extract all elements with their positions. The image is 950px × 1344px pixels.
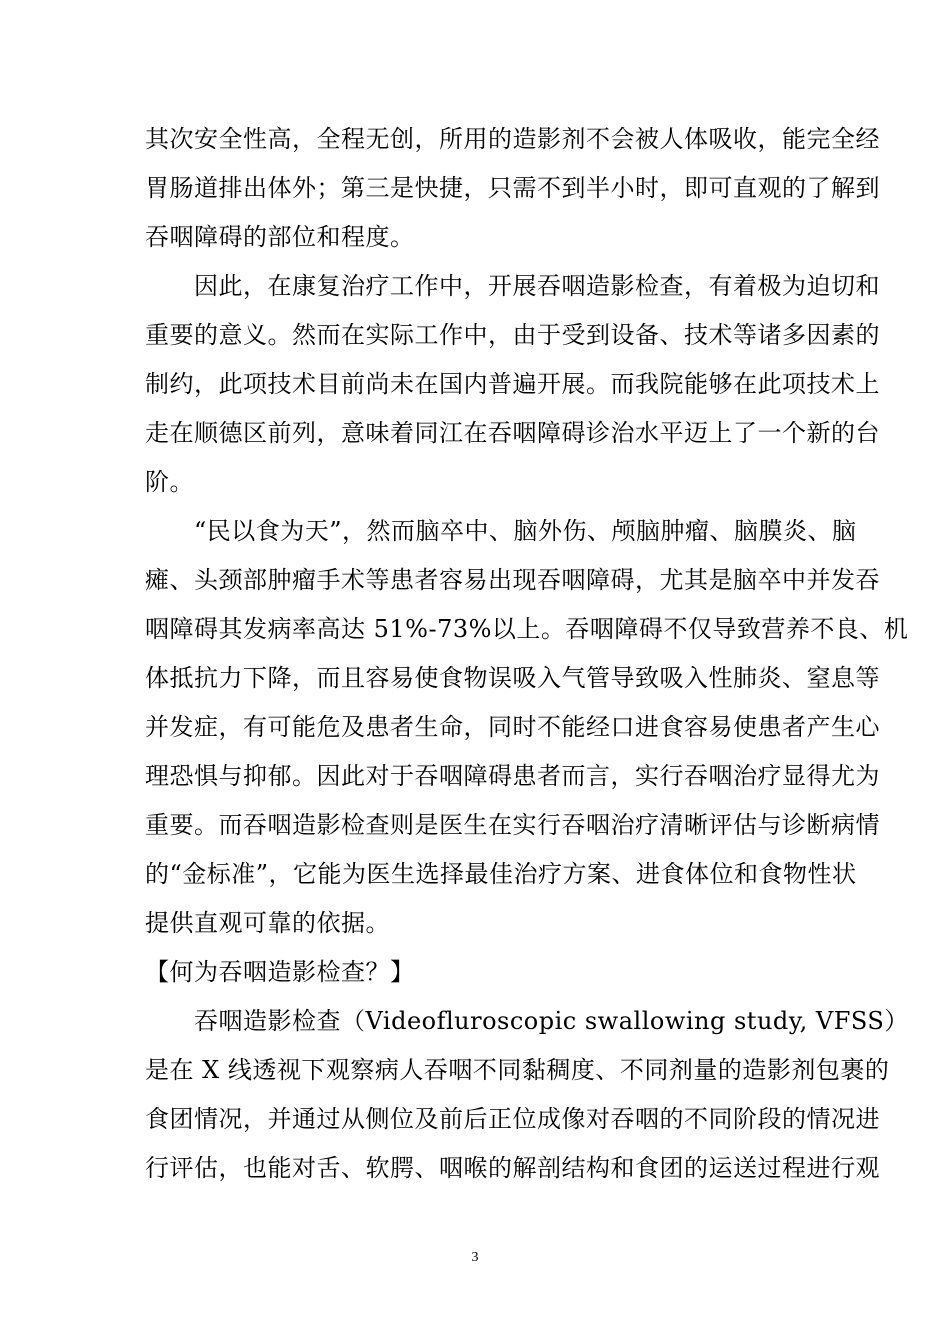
text-line: 食团情况，并通过从侧位及前后正位成像对吞咽的不同阶段的情况进	[145, 1105, 880, 1133]
text-line: 并发症，有可能危及患者生命，同时不能经口进食容易使患者产生心	[145, 713, 880, 741]
text-line: 重要的意义。然而在实际工作中，由于受到设备、技术等诸多因素的	[145, 321, 880, 349]
text-line: 走在顺德区前列，意味着同江在吞咽障碍诊治水平迈上了一个新的台	[145, 419, 880, 447]
text-line: 吞咽造影检查（Videofluroscopic swallowing study, VFSS）	[145, 1007, 909, 1035]
text-line: “民以食为天”，然而脑卒中、脑外伤、颅脑肿瘤、脑膜炎、脑	[145, 517, 857, 545]
section-heading: 【何为吞咽造影检查？】	[145, 958, 415, 986]
text-line: 因此，在康复治疗工作中，开展吞咽造影检查，有着极为迫切和	[145, 272, 880, 300]
text-line: 胃肠道排出体外；第三是快捷，只需不到半小时，即可直观的了解到	[145, 174, 880, 202]
text-line: 提供直观可靠的依据。	[145, 909, 390, 937]
text-line: 咽障碍其发病率高达 51%-73%以上。吞咽障碍不仅导致营养不良、机	[145, 615, 909, 643]
text-line: 行评估，也能对舌、软腭、咽喉的解剖结构和食团的运送过程进行观	[145, 1154, 880, 1182]
text-line: 制约，此项技术目前尚未在国内普遍开展。而我院能够在此项技术上	[145, 370, 880, 398]
text-line: 吞咽障碍的部位和程度。	[145, 223, 415, 251]
text-line: 体抵抗力下降，而且容易使食物误吸入气管导致吸入性肺炎、窒息等	[145, 664, 880, 692]
text-line: 重要。而吞咽造影检查则是医生在实行吞咽治疗清晰评估与诊断病情	[145, 811, 880, 839]
text-line: 其次安全性高，全程无创，所用的造影剂不会被人体吸收，能完全经	[145, 125, 880, 153]
page-number: 3	[471, 1250, 479, 1265]
text-line: 瘫、头颈部肿瘤手术等患者容易出现吞咽障碍，尤其是脑卒中并发吞	[145, 566, 880, 594]
text-line: 的“金标准”，它能为医生选择最佳治疗方案、进食体位和食物性状	[145, 860, 857, 888]
text-line: 是在 X 线透视下观察病人吞咽不同黏稠度、不同剂量的造影剂包裹的	[145, 1056, 890, 1084]
text-line: 理恐惧与抑郁。因此对于吞咽障碍患者而言，实行吞咽治疗显得尤为	[145, 762, 880, 790]
text-line: 阶。	[145, 468, 194, 496]
